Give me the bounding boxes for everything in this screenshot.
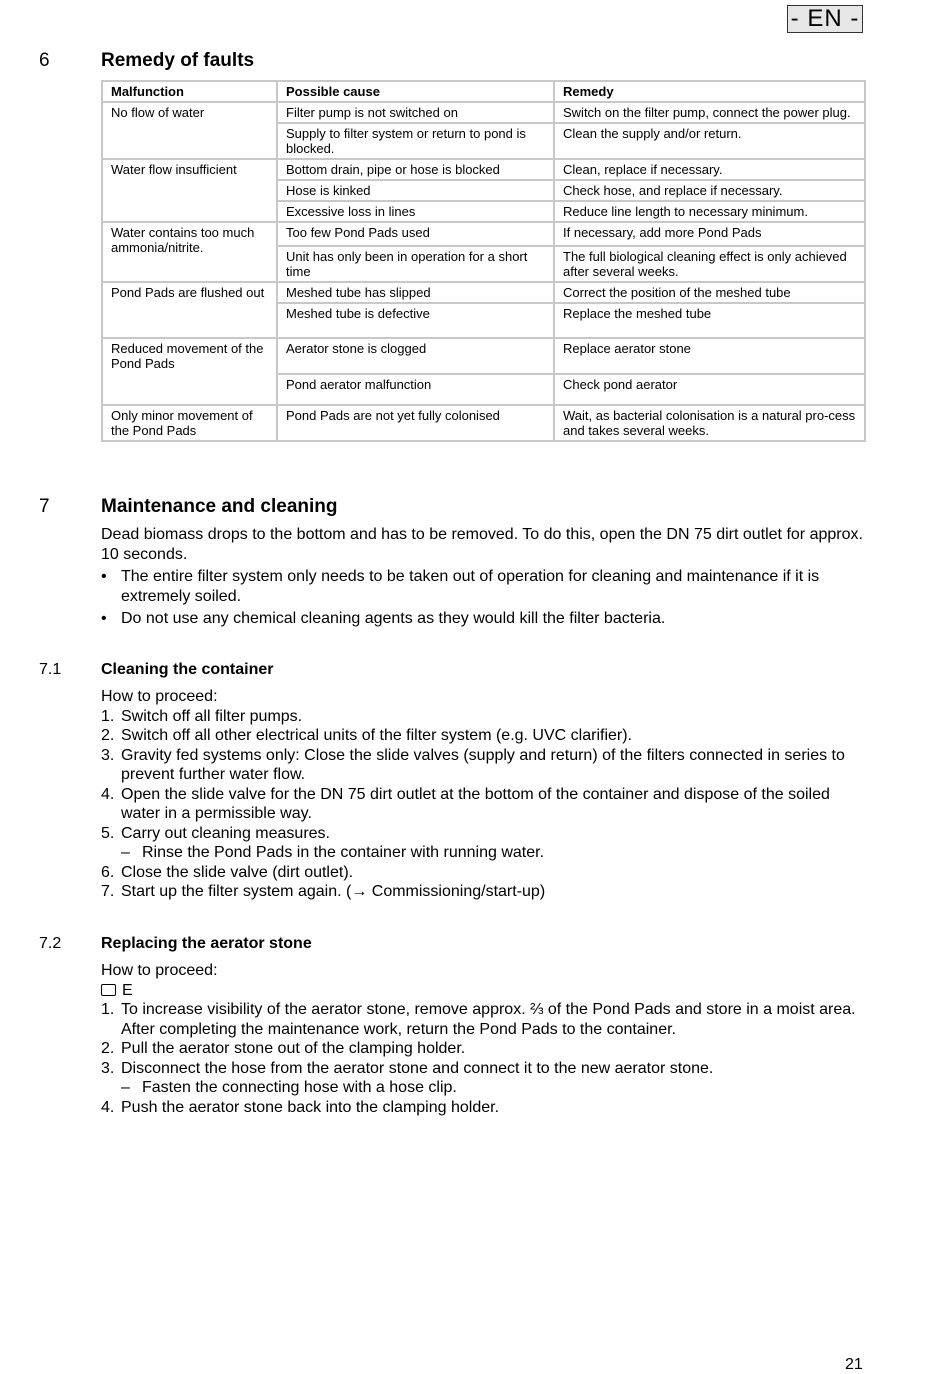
malfunction-cell: Water flow insufficient <box>102 159 277 222</box>
section-6-title: Remedy of faults <box>101 50 255 71</box>
figure-icon <box>101 984 116 996</box>
list-item <box>101 863 871 883</box>
cause-cell: Supply to filter system or return to pond is blocked. <box>277 123 554 159</box>
section-7-intro: Dead biomass drops to the bottom and has to be removed. To do this, open the DN 75 dirt outlet for approx. 10 seconds. <box>101 526 863 563</box>
table-row <box>102 102 865 123</box>
step-text: Switch off all filter pumps. <box>121 707 303 725</box>
section-7-2-body <box>101 961 871 1117</box>
dash-marker: – <box>121 1079 130 1096</box>
section-7-1-body <box>101 687 871 902</box>
list-item <box>101 785 871 824</box>
header-possible-cause: Possible cause <box>277 81 554 102</box>
table-row <box>102 405 865 441</box>
step-text: To increase visibility of the aerator stone, remove approx. ⅔ of the Pond Pads and store in a moist area. After completing the maintenance work, return the Pond Pads to the container. <box>121 1001 856 1038</box>
sub-step-text: Fasten the connecting hose with a hose clip. <box>142 1079 457 1096</box>
section-7-1-title: Cleaning the container <box>101 661 274 678</box>
step-number: 1. <box>101 707 115 725</box>
remedy-cell: The full biological cleaning effect is only achieved after several weeks. <box>554 246 865 282</box>
step-text: Close the slide valve (dirt outlet). <box>121 863 354 881</box>
header-malfunction: Malfunction <box>102 81 277 102</box>
list-item <box>101 824 871 844</box>
cause-cell: Pond aerator malfunction <box>277 374 554 405</box>
step-number: 3. <box>101 746 115 764</box>
section-7-title: Maintenance and cleaning <box>101 496 338 517</box>
remedy-cell: Clean, replace if necessary. <box>554 159 865 180</box>
table-row <box>102 282 865 303</box>
cause-cell: Unit has only been in operation for a short time <box>277 246 554 282</box>
how-to-proceed: How to proceed: <box>101 962 218 979</box>
remedy-cell: Wait, as bacterial colonisation is a natural pro-cess and takes several weeks. <box>554 405 865 441</box>
malfunction-cell: Only minor movement of the Pond Pads <box>102 405 277 441</box>
step-text: Push the aerator stone back into the clamping holder. <box>121 1098 500 1116</box>
section-6-number: 6 <box>39 50 50 71</box>
step-number: 6. <box>101 863 115 881</box>
list-item <box>101 1000 871 1039</box>
bullet-text: The entire filter system only needs to be taken out of operation for cleaning and maintenance if it is extremely soiled. <box>121 568 820 605</box>
remedy-cell: Replace the meshed tube <box>554 303 865 338</box>
list-item <box>101 567 871 606</box>
language-badge: - EN - <box>787 5 863 33</box>
list-item <box>101 609 871 629</box>
figure-reference <box>101 981 871 1001</box>
section-7-1-number: 7.1 <box>39 661 62 678</box>
cause-cell: Bottom drain, pipe or hose is blocked <box>277 159 554 180</box>
table-row <box>102 338 865 374</box>
page-number: 21 <box>845 1356 863 1373</box>
step-text: Start up the filter system again. (→ Commissioning/start-up) <box>121 883 546 900</box>
faults-table <box>101 80 866 442</box>
cause-cell: Meshed tube is defective <box>277 303 554 338</box>
cause-cell: Filter pump is not switched on <box>277 102 554 123</box>
malfunction-cell: No flow of water <box>102 102 277 159</box>
remedy-cell: Correct the position of the meshed tube <box>554 282 865 303</box>
remedy-cell: Reduce line length to necessary minimum. <box>554 201 865 222</box>
table-row <box>102 159 865 180</box>
list-item <box>101 1039 871 1059</box>
bullet-text: Do not use any chemical cleaning agents as they would kill the filter bacteria. <box>121 610 666 627</box>
list-item <box>101 726 871 746</box>
table-header-row <box>102 81 865 102</box>
remedy-cell: Check pond aerator <box>554 374 865 405</box>
cause-cell: Excessive loss in lines <box>277 201 554 222</box>
step-text: Disconnect the hose from the aerator stone and connect it to the new aerator stone. <box>121 1059 714 1077</box>
cause-cell: Pond Pads are not yet fully colonised <box>277 405 554 441</box>
cause-cell: Meshed tube has slipped <box>277 282 554 303</box>
list-item <box>101 746 871 785</box>
cause-cell: Aerator stone is clogged <box>277 338 554 374</box>
section-7-2-number: 7.2 <box>39 935 62 952</box>
step-text: Switch off all other electrical units of the filter system (e.g. UVC clarifier). <box>121 727 632 744</box>
list-item <box>101 882 871 902</box>
step-number: 1. <box>101 1001 115 1018</box>
step-number: 2. <box>101 727 115 744</box>
header-remedy: Remedy <box>554 81 865 102</box>
bullet-marker: • <box>101 610 107 627</box>
step-number: 4. <box>101 1098 115 1116</box>
step-number: 2. <box>101 1040 115 1057</box>
remedy-cell: Switch on the filter pump, connect the power plug. <box>554 102 865 123</box>
sub-list-item <box>101 1078 871 1098</box>
step-text: Open the slide valve for the DN 75 dirt outlet at the bottom of the container and dispose of the soiled water in a permissible way. <box>121 785 830 822</box>
list-item <box>101 1098 871 1118</box>
list-item <box>101 707 871 727</box>
remedy-cell: Clean the supply and/or return. <box>554 123 865 159</box>
section-7-number: 7 <box>39 496 50 517</box>
step-number: 3. <box>101 1059 115 1077</box>
dash-marker: – <box>121 844 130 861</box>
bullet-marker: • <box>101 568 107 585</box>
step-text: Gravity fed systems only: Close the slide valves (supply and return) of the filters connected in series to prevent further water flow. <box>121 746 845 783</box>
section-7-body <box>101 525 871 629</box>
cause-cell: Hose is kinked <box>277 180 554 201</box>
cause-cell: Too few Pond Pads used <box>277 222 554 246</box>
malfunction-cell: Reduced movement of the Pond Pads <box>102 338 277 405</box>
malfunction-cell: Pond Pads are flushed out <box>102 282 277 338</box>
step-number: 4. <box>101 785 115 803</box>
sub-list-item <box>101 843 871 863</box>
step-number: 5. <box>101 824 115 842</box>
list-item <box>101 1059 871 1079</box>
malfunction-cell: Water contains too much ammonia/nitrite. <box>102 222 277 282</box>
remedy-cell: Replace aerator stone <box>554 338 865 374</box>
sub-step-text: Rinse the Pond Pads in the container with running water. <box>142 844 545 861</box>
remedy-cell: Check hose, and replace if necessary. <box>554 180 865 201</box>
step-number: 7. <box>101 883 115 900</box>
remedy-cell: If necessary, add more Pond Pads <box>554 222 865 246</box>
step-text: Pull the aerator stone out of the clamping holder. <box>121 1040 466 1057</box>
table-row <box>102 222 865 246</box>
section-7-2-title: Replacing the aerator stone <box>101 935 312 952</box>
figure-label: E <box>122 981 133 999</box>
how-to-proceed: How to proceed: <box>101 688 218 705</box>
step-text: Carry out cleaning measures. <box>121 824 330 842</box>
